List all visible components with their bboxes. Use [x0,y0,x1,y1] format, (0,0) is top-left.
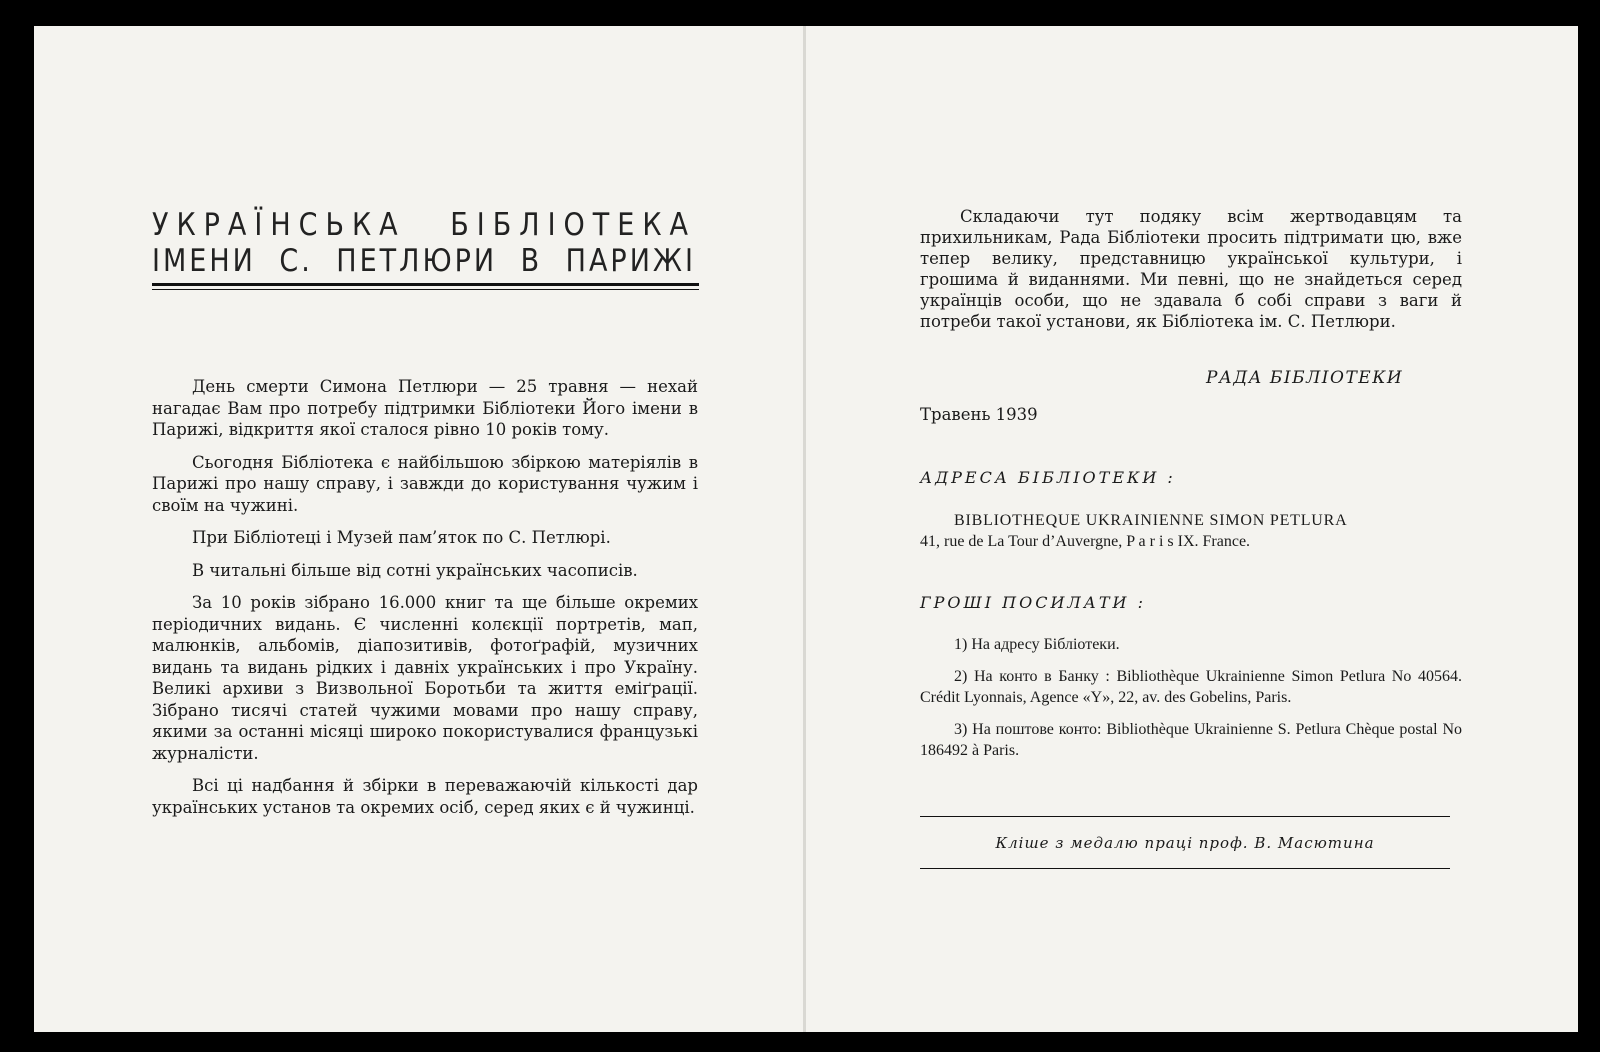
money-heading: ГРОШІ ПОСИЛАТИ : [920,593,1146,612]
title-word: БІБЛІОТЕКА [450,207,696,243]
paragraph: В читальні більше від сотні українських часописів. [192,560,638,580]
title-word: С. [279,243,313,279]
address-line: 41, rue de La Tour d’Auvergne, P a r i s IX. France. [920,533,1251,550]
signature: РАДА БІБЛІОТЕКИ [1206,368,1404,388]
paragraph: За 10 років зібрано 16.000 книг та ще більше окремих періодичних видань. Є численні колєкції портретів, мап, малюнків, альбомів, діапозитивів, фотоґрафій, музичних видань та видань рідких і давніх українських і про Україну. Великі архиви з Визвольної Боротьби та життя еміґрації. Зібрано тисячі статей чужими мовами про нашу справу, якими за останні місяці широко покористувалися французькі журналісти. [152,593,698,763]
right-page [806,26,1578,1032]
title-line-2 [152,242,696,281]
paragraph: Всі ці надбання й збірки в переважаючій кількості дар українських установ та окремих осіб, серед яких є й чужинці. [152,776,698,817]
title-rule-thick [152,283,699,286]
credit-rule-bottom [920,868,1450,869]
list-item: 1) На адресу Бібліотеки. [954,636,1120,653]
credit-line: Кліше з медалю праці проф. В. Масютина [995,834,1375,852]
title-line-1 [152,206,696,245]
paragraph: Складаючи тут подяку всім жертводавцям та прихильникам, Рада Бібліотеки просить підтримати цю, вже тепер велику, представницю української культури, і грошима й виданнями. Ми певні, що не знайдеться серед українців особи, що не здавала б собі справи з ваги й потреби такої установи, як Бібліотека ім. С. Петлюри. [920,207,1462,331]
title-word: ПАРИЖІ [565,243,696,279]
left-body-text [152,376,698,829]
list-item: 2) На конто в Банку : Bibliothèque Ukrainienne Simon Petlura No 40564. Crédit Lyonnais, Agence «Y», 22, av. des Gobelins, Paris. [920,668,1462,706]
paragraph: Сьогодня Бібліотека є найбільшою збіркою матеріялів в Парижі про нашу справу, і завжди до користування чужим і своїм на чужині. [152,452,698,515]
title-word: В [520,243,543,279]
left-page [34,26,804,1032]
intro-text [920,206,1462,332]
credit-rule-top [920,816,1450,817]
date: Травень 1939 [920,405,1038,424]
address-block [920,510,1462,552]
title-word: ІМЕНИ [152,243,256,279]
title-word: УКРАЇНСЬКА [152,207,406,243]
address-heading: АДРЕСА БІБЛІОТЕКИ : [920,468,1176,487]
paragraph: При Бібліотеці і Музей пам’яток по С. Петлюрі. [192,528,611,547]
money-list [920,634,1462,772]
list-item: 3) На поштове конто: Bibliothèque Ukrainienne S. Petlura Chèque postal No 186492 à Paris. [920,721,1462,759]
address-line: BIBLIOTHEQUE UKRAINIENNE SIMON PETLURA [954,512,1348,529]
title-word: ПЕТЛЮРИ [336,243,498,279]
paragraph: День смерти Симона Петлюри — 25 травня — нехай нагадає Вам про потребу підтримки Бібліотеки Його імени в Парижі, відкриття якої сталося рівно 10 років тому. [152,377,698,439]
title-rule-thin [152,289,699,290]
